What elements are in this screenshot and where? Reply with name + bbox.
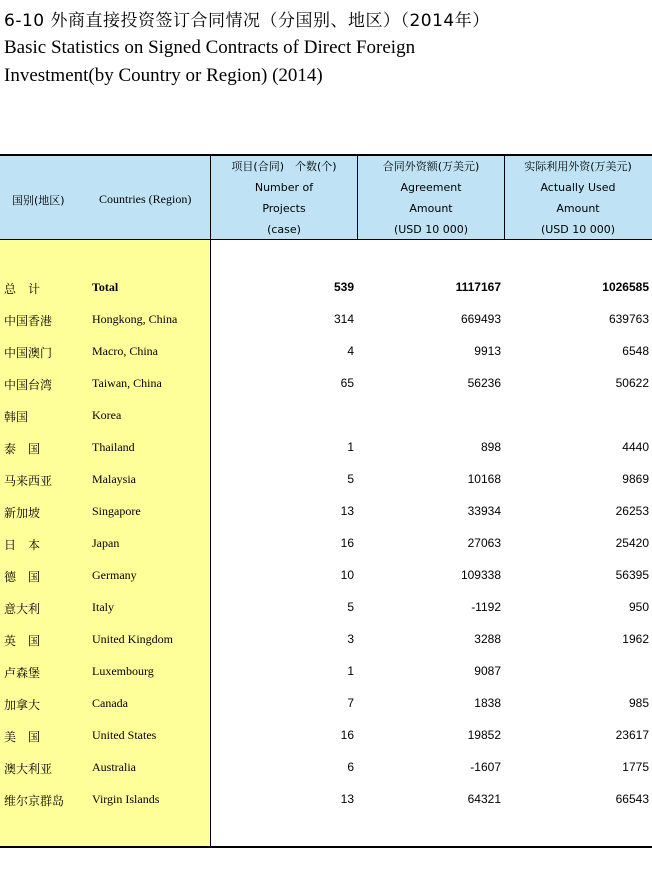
agreement-amount: -1607: [470, 760, 501, 774]
country-name-cn: 澳大利亚: [4, 762, 53, 776]
header-actual: 实际利用外资(万美元) Actually Used Amount (USD 10 000): [524, 160, 632, 236]
agreement-amount: 27063: [467, 536, 501, 550]
agreement-amount: 1838: [474, 696, 501, 710]
country-name-en: Japan: [92, 536, 120, 550]
country-name-en: Luxembourg: [92, 664, 154, 678]
table-row: [0, 432, 652, 464]
agreement-amount: 9913: [474, 344, 501, 358]
country-name-cn: 泰 国: [4, 442, 41, 456]
country-name-cn: 德 国: [4, 570, 41, 584]
actual-amount: 6548: [622, 344, 649, 358]
country-name-en: Virgin Islands: [92, 792, 160, 806]
statistics-table: [0, 154, 652, 848]
projects-count: 10: [340, 568, 354, 582]
table-row-total: [0, 272, 652, 304]
country-name-cn: 卢森堡: [4, 666, 41, 680]
page-title-cn: 6-10 外商直接投资签订合同情况（分国别、地区）（2014年）: [4, 11, 490, 31]
column-divider: [357, 154, 358, 240]
header-projects: 项目(合同) 个数(个) Number of Projects (case): [231, 160, 337, 236]
projects-count: 6: [347, 760, 354, 774]
actual-amount: 23617: [615, 728, 649, 742]
actual-amount: 1026585: [602, 280, 649, 294]
country-name-en: Total: [92, 280, 119, 294]
country-name-cn: 中国台湾: [4, 378, 53, 392]
country-name-en: Macro, China: [92, 344, 158, 358]
country-name-cn: 美 国: [4, 730, 41, 744]
page-title-en-line1: Basic Statistics on Signed Contracts of Direct Foreign: [4, 37, 416, 58]
projects-count: 5: [347, 472, 354, 486]
country-name-cn: 韩国: [4, 410, 29, 424]
projects-count: 3: [347, 632, 354, 646]
table-row: [0, 720, 652, 752]
projects-count: 65: [340, 376, 354, 390]
agreement-amount: 9087: [474, 664, 501, 678]
table-row: [0, 304, 652, 336]
agreement-amount: 19852: [467, 728, 501, 742]
country-name-cn: 中国香港: [4, 314, 53, 328]
country-name-cn: 日 本: [4, 538, 41, 552]
agreement-amount: 669493: [460, 312, 501, 326]
country-name-cn: 意大利: [4, 602, 41, 616]
country-name-en: United Kingdom: [92, 632, 173, 646]
actual-amount: 4440: [622, 440, 649, 454]
country-name-en: Italy: [92, 600, 114, 614]
actual-amount: 950: [628, 600, 649, 614]
projects-count: 1: [347, 664, 354, 678]
country-name-cn: 英 国: [4, 634, 41, 648]
projects-count: 16: [340, 728, 354, 742]
projects-count: 7: [347, 696, 354, 710]
header-country-en: Countries (Region): [99, 192, 192, 206]
projects-count: 13: [340, 792, 354, 806]
country-name-en: Korea: [92, 408, 122, 422]
projects-count: 539: [333, 280, 354, 294]
table-row: [0, 624, 652, 656]
agreement-amount: 898: [480, 440, 501, 454]
country-name-en: United States: [92, 728, 157, 742]
table-row: [0, 592, 652, 624]
table-row: [0, 752, 652, 784]
country-name-cn: 加拿大: [4, 698, 41, 712]
column-divider: [504, 154, 505, 240]
table-row: [0, 368, 652, 400]
actual-amount: 1775: [622, 760, 649, 774]
country-name-cn: 中国澳门: [4, 346, 53, 360]
table-row: [0, 784, 652, 816]
table-bottom-border: [0, 846, 652, 848]
agreement-amount: 3288: [474, 632, 501, 646]
country-name-en: Australia: [92, 760, 136, 774]
table-row: [0, 688, 652, 720]
projects-count: 4: [347, 344, 354, 358]
country-name-cn: 马来西亚: [4, 474, 53, 488]
agreement-amount: 10168: [467, 472, 501, 486]
agreement-amount: 1117167: [455, 280, 501, 294]
country-name-cn: 总 计: [4, 282, 41, 296]
country-name-cn: 维尔京群岛: [4, 794, 65, 808]
country-name-en: Taiwan, China: [92, 376, 162, 390]
page-title-en-line2: Investment(by Country or Region) (2014): [4, 65, 323, 86]
actual-amount: 56395: [615, 568, 649, 582]
country-name-en: Hongkong, China: [92, 312, 178, 326]
table-row: [0, 560, 652, 592]
country-name-en: Thailand: [92, 440, 135, 454]
table-row: [0, 496, 652, 528]
actual-amount: 25420: [615, 536, 649, 550]
projects-count: 16: [340, 536, 354, 550]
table-row: [0, 656, 652, 688]
header-agreement: 合同外资额(万美元) Agreement Amount (USD 10 000): [382, 160, 480, 236]
actual-amount: 639763: [608, 312, 649, 326]
country-name-en: Singapore: [92, 504, 141, 518]
header-country-cn: 国别(地区): [12, 194, 65, 207]
agreement-amount: 109338: [460, 568, 501, 582]
projects-count: 1: [347, 440, 354, 454]
agreement-amount: 33934: [467, 504, 501, 518]
table-header: [0, 154, 652, 240]
agreement-amount: 64321: [467, 792, 501, 806]
agreement-amount: -1192: [471, 600, 501, 614]
country-name-en: Canada: [92, 696, 128, 710]
actual-amount: 1962: [622, 632, 649, 646]
projects-count: 5: [347, 600, 354, 614]
actual-amount: 66543: [615, 792, 649, 806]
projects-count: 314: [333, 312, 354, 326]
actual-amount: 9869: [622, 472, 649, 486]
projects-count: 13: [340, 504, 354, 518]
table-row: [0, 528, 652, 560]
actual-amount: 26253: [615, 504, 649, 518]
country-name-en: Malaysia: [92, 472, 136, 486]
country-name-en: Germany: [92, 568, 137, 582]
table-row: [0, 336, 652, 368]
agreement-amount: 56236: [467, 376, 501, 390]
country-name-cn: 新加坡: [4, 506, 41, 520]
table-row: [0, 464, 652, 496]
actual-amount: 50622: [615, 376, 649, 390]
actual-amount: 985: [628, 696, 649, 710]
table-row: [0, 400, 652, 432]
